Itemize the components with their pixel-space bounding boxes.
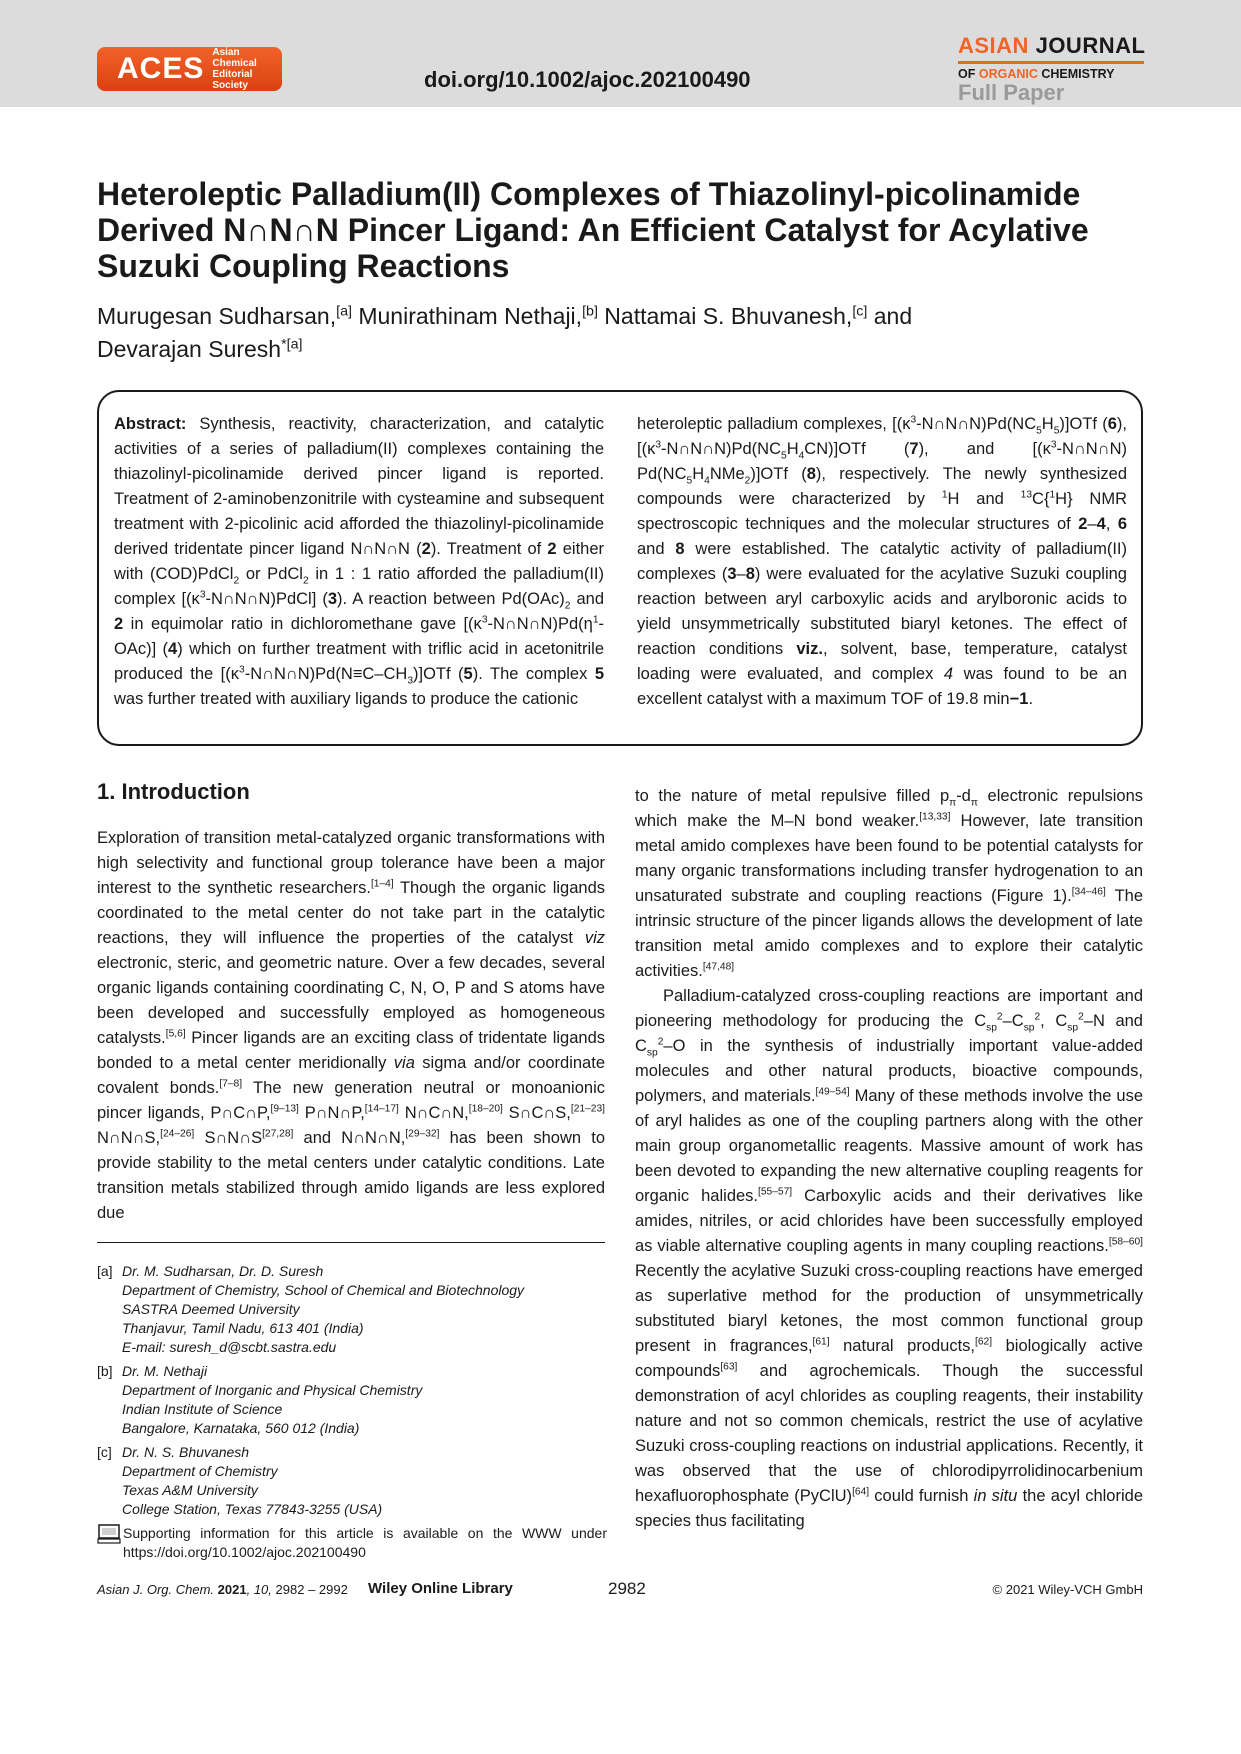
abstract-text: -N∩N∩N)Pd(NC <box>661 440 781 458</box>
abstract-text: and <box>570 590 604 608</box>
article-type: Full Paper <box>958 80 1065 105</box>
abstract-text: CN)]OTf ( <box>804 440 910 458</box>
subscript: 3 <box>407 675 413 687</box>
abstract-text: -N∩N∩N) Pd(NC <box>637 440 1127 483</box>
abstract-text: in 1 : 1 ratio afforded the palladium(II) complex [(κ <box>114 565 604 608</box>
title-line-2: Derived N∩N∩N Pincer Ligand: An Efficient Catalyst for Acylative <box>97 212 1089 248</box>
supporting-info <box>97 1524 607 1562</box>
author-name[interactable]: Nattamai S. Bhuvanesh, <box>604 303 853 329</box>
footnote-line: Bangalore, Karnataka, 560 012 (India) <box>122 1420 360 1436</box>
footnote-text <box>122 1362 422 1438</box>
footnote-line: Thanjavur, Tamil Nadu, 613 401 (India) <box>122 1320 364 1336</box>
body-text: has been shown to provide stability to the metal centers under catalytic conditions. Late transition metals stabilized through amido ligands are less explored due <box>97 1129 606 1222</box>
wiley-online-library-link[interactable]: Wiley Online Library <box>368 1580 513 1597</box>
footnote-line: Dr. M. Nethaji <box>122 1363 208 1379</box>
journal-word-journal: JOURNAL <box>1035 33 1146 58</box>
citation-ref[interactable]: [9–13] <box>270 1103 299 1115</box>
abstract-text: heteroleptic palladium complexes, [(κ <box>637 415 911 433</box>
body-text: Palladium-catalyzed cross-coupling reactions are important and pioneering methodology for producing the C <box>635 987 1143 1030</box>
abstract-text: -N∩N∩N)Pd(N≡C–CH <box>244 665 408 683</box>
body-text: N∩C∩N, <box>398 1104 469 1122</box>
abstract-text: ), [(κ <box>637 415 1128 458</box>
body-text: Exploration of transition metal-catalyzed organic transformations with high selectivity and functional group tolerance have been a major interest to the synthetic researchers. <box>97 829 605 897</box>
footer-year: 2021 <box>217 1582 247 1597</box>
abstract-text: ). Treatment of <box>430 540 548 558</box>
body-text: Pincer ligands are an exciting class of tridentate ligands bonded to a metal center meridionally <box>97 1029 605 1072</box>
footnote-label: [a] <box>97 1263 113 1279</box>
footnote-label: [c] <box>97 1444 112 1460</box>
compound-number: 2 <box>1078 515 1088 533</box>
compound-number: 8 <box>806 465 816 483</box>
citation-ref[interactable]: [49–54] <box>815 1086 850 1098</box>
abstract-text: -OAc)] ( <box>114 615 604 658</box>
author-affiliation: [b] <box>582 303 598 320</box>
citation-ref[interactable]: [63] <box>720 1361 738 1373</box>
citation-ref[interactable]: [27,28] <box>262 1128 294 1140</box>
subscript: sp <box>986 1022 997 1034</box>
abstract-text: H} NMR spectroscopic techniques and the molecular structures of <box>637 490 1127 533</box>
subscript: π <box>949 797 957 809</box>
author-name[interactable]: Murugesan Sudharsan, <box>97 303 337 329</box>
body-text: However, late transition metal amido complexes have been found to be potential catalysts for many organic transformations including transfer hydrogenation to an unsaturated substrate and coupling reactions (Figure 1). <box>635 812 1143 905</box>
author-name[interactable]: Devarajan Suresh <box>97 336 282 362</box>
body-text: sigma and/or coordinate covalent bonds. <box>97 1054 605 1097</box>
aces-logo-sub-2: Editorial Society <box>212 69 253 91</box>
affiliation-footnotes <box>97 1262 607 1562</box>
compound-number: 5 <box>463 665 473 683</box>
computer-icon <box>97 1524 121 1544</box>
body-text: Many of these methods involve the use of aryl halides as one of the coupling partners along with the other main group organometallic reagents. Massive amount of work has been devoted to expanding the new alternative coupling reagents for organic halides. <box>635 1087 1143 1205</box>
title-line-1: Heteroleptic Palladium(II) Complexes of Thiazolinyl-picolinamide <box>97 176 1081 212</box>
aces-logo[interactable] <box>97 47 282 91</box>
abstract-text: , solvent, base, temperature, catalyst loading were evaluated, and complex <box>637 640 1128 683</box>
superscript: 2 <box>1034 1011 1041 1023</box>
author-name[interactable]: Munirathinam Nethaji, <box>358 303 583 329</box>
aces-logo-main: ACES <box>117 52 205 85</box>
journal-title-line-1 <box>958 33 1144 59</box>
journal-word-of: OF <box>958 67 976 81</box>
footnote-text <box>122 1262 524 1357</box>
footer-volume: 10 <box>253 1582 269 1597</box>
subscript: sp <box>1023 1022 1035 1034</box>
citation-ref[interactable]: [64] <box>852 1486 870 1498</box>
footnote-divider <box>97 1242 605 1243</box>
journal-rule <box>958 61 1144 64</box>
superscript: 3 <box>199 589 206 601</box>
footnote-c <box>97 1443 607 1519</box>
superscript: 3 <box>655 439 662 451</box>
footnote-line: Dr. N. S. Bhuvanesh <box>122 1444 250 1460</box>
body-text: biologically active compounds <box>635 1337 1143 1380</box>
aces-logo-sub-1: Asian Chemical <box>212 47 257 69</box>
footnote-line: Department of Chemistry <box>122 1463 278 1479</box>
citation-ref[interactable]: [13,33] <box>919 811 951 823</box>
subscript: 5 <box>686 475 693 487</box>
body-text: and N∩N∩N, <box>293 1129 406 1147</box>
footer-citation: Asian J. Org. Chem. 2021, 10, 2982 – 2992 <box>97 1582 348 1597</box>
subscript: 2 <box>233 575 240 587</box>
citation-ref[interactable]: [14–17] <box>364 1103 399 1115</box>
body-text: Though the organic ligands coordinated to the metal center do not take part in the catalytic reactions, they will influence the properties of the catalyst <box>97 879 605 947</box>
copyright: © 2021 Wiley-VCH GmbH <box>992 1582 1143 1597</box>
footnote-line: SASTRA Deemed University <box>122 1301 300 1317</box>
abstract-text: was found to be an excellent catalyst with a maximum TOF of 19.8 min <box>637 665 1127 708</box>
abstract-right-column <box>637 412 1127 712</box>
footnote-email[interactable]: E-mail: suresh_d@scbt.sastra.edu <box>122 1339 337 1355</box>
citation-ref[interactable]: [62] <box>975 1336 993 1348</box>
compound-number: 4 <box>1096 515 1106 533</box>
abstract-text: NMe <box>709 465 745 483</box>
compound-number: 2 <box>421 540 431 558</box>
superscript: 2 <box>657 1036 664 1048</box>
citation-ref[interactable]: [21–23] <box>570 1103 605 1115</box>
author-conjunction: and <box>873 303 913 329</box>
intro-right-column <box>635 784 1143 1534</box>
subscript: 2 <box>744 475 751 487</box>
citation-ref[interactable]: [7–8] <box>219 1078 243 1090</box>
abstract-text: H <box>1041 415 1054 433</box>
subscript: π <box>970 797 978 809</box>
compound-number: 2 <box>547 540 557 558</box>
compound-number: 6 <box>1117 515 1128 533</box>
citation-ref[interactable]: [34–46] <box>1071 886 1106 898</box>
abstract-text: Synthesis, reactivity, characterization, and catalytic activities of a series of palladium(II) complexes containing the thiazolinyl-picolinamide derived pincer ligand is reported. Treatment of 2-aminobenzonitrile with cysteamine and subsequent treatment with 2-picolinic acid afforded the thiazolinyl-picolinamide derived tridentate pincer ligand N∩N∩N ( <box>114 415 604 558</box>
journal-title-line-2 <box>958 67 1144 81</box>
page-number: 2982 <box>608 1579 646 1598</box>
abstract-text: C{ <box>1032 490 1050 508</box>
compound-number: 6 <box>1107 415 1117 433</box>
journal-word-organic: ORGANIC <box>978 67 1038 81</box>
body-text: The new generation neutral or monoanionic pincer ligands, P∩C∩P, <box>97 1079 605 1122</box>
abstract-text: -N∩N∩N)Pd(η <box>487 615 593 633</box>
journal-word-chemistry: CHEMISTRY <box>1041 67 1115 81</box>
citation-ref[interactable]: [61] <box>812 1336 830 1348</box>
abstract-text: – <box>736 565 746 583</box>
citation-ref[interactable]: [5,6] <box>165 1028 186 1040</box>
superscript: 2 <box>1078 1011 1084 1023</box>
italic-text: via <box>393 1054 415 1072</box>
body-text: –O in the synthesis of industrially important value-added molecules and other natural products, bioactive compounds, polymers, and materials. <box>635 1037 1143 1105</box>
journal-logo <box>958 33 1144 105</box>
superscript: 3 <box>239 664 245 676</box>
abstract-text: . <box>1028 690 1034 708</box>
body-text: –N and C <box>635 1012 1143 1055</box>
body-text: , C <box>1040 1012 1068 1030</box>
abstract-text: ) were evaluated for the acylative Suzuki coupling reaction between aryl carboxylic acids and arylboronic acids to yield unsymmetrically substituted biaryl ketones. The effect of reaction conditions <box>637 565 1127 658</box>
superscript: 2 <box>996 1011 1003 1023</box>
subscript: 2 <box>302 575 309 587</box>
superscript: 3 <box>1050 439 1057 451</box>
body-text: electronic repulsions which make the M–N bond weaker. <box>635 787 1143 830</box>
citation-ref[interactable]: [29–32] <box>405 1128 440 1140</box>
citation-ref[interactable]: [1–4] <box>370 878 394 890</box>
abstract-text: ) which on further treatment with triflic acid in acetonitrile produced the [(κ <box>114 640 604 683</box>
abstract-text: H and <box>947 490 1021 508</box>
abstract-label: Abstract: <box>114 415 187 433</box>
abstract-box <box>97 390 1143 746</box>
subscript: 4 <box>798 450 805 462</box>
compound-number: 4 <box>168 640 178 658</box>
superscript: 13 <box>1020 489 1033 501</box>
section-heading-introduction: 1. Introduction <box>97 779 250 804</box>
footnote-a <box>97 1262 607 1357</box>
abstract-text: – <box>1087 515 1097 533</box>
body-text: –C <box>1002 1012 1024 1030</box>
superscript: 3 <box>910 414 917 426</box>
footnote-line: Indian Institute of Science <box>122 1401 283 1417</box>
subscript: sp <box>646 1047 658 1059</box>
abstract-text: or PdCl <box>239 565 303 583</box>
abstract-text: -N∩N∩N)Pd(NC <box>916 415 1037 433</box>
abstract-text: )]OTf ( <box>1059 415 1108 433</box>
footnote-text <box>122 1443 382 1519</box>
compound-number: 3 <box>727 565 737 583</box>
journal-word-asian: ASIAN <box>958 33 1029 58</box>
body-text: S∩N∩S <box>194 1129 263 1147</box>
subscript: 5 <box>1053 425 1060 437</box>
author-affiliation: *[a] <box>281 336 303 353</box>
body-text: -d <box>956 787 971 805</box>
abstract-left-column <box>114 412 604 712</box>
body-text: Carboxylic acids and their derivatives like amides, nitriles, or acid chlorides have been successfully employed as viable alternative coupling agents in many coupling reactions. <box>635 1187 1143 1255</box>
citation-ref[interactable]: [24–26] <box>160 1128 195 1140</box>
superscript: 1 <box>941 489 948 501</box>
body-text: S∩C∩S, <box>502 1104 571 1122</box>
body-text: P∩N∩P, <box>298 1104 365 1122</box>
author-affiliation: [c] <box>852 303 868 320</box>
italic-text: 4 <box>943 665 954 683</box>
abstract-text: -N∩N∩N)PdCl] ( <box>205 590 328 608</box>
abstract-text: , <box>1105 515 1118 533</box>
paragraph <box>635 784 1143 984</box>
compound-number: 3 <box>327 590 338 608</box>
abstract-text: ). A reaction between Pd(OAc) <box>337 590 565 608</box>
compound-number: 8 <box>745 565 755 583</box>
body-text: N∩N∩S, <box>97 1129 161 1147</box>
body-text: and agrochemicals. Though the successful demonstration of acyl chlorides as coupling reagents, their instability nature and not so common chemicals, restrict the use of acylative Suzuki cross-coupling reactions on industrial applications. Recently, it was observed that the use of chlorodipyrrolidinocarbenium hexafluorophosphate (PyClU) <box>635 1362 1143 1505</box>
doi-link[interactable]: doi.org/10.1002/ajoc.202100490 <box>424 67 751 92</box>
body-text: electronic, steric, and geometric nature. Over a few decades, several organic ligands containing coordinating C, N, O, P and S atoms have been developed and successfully employed as homogeneous catalysts. <box>97 954 605 1047</box>
superscript: 3 <box>481 614 488 626</box>
footnote-line: College Station, Texas 77843-3255 (USA) <box>122 1501 383 1517</box>
abstract-text: ), and [(κ <box>918 440 1051 458</box>
body-text: could furnish <box>869 1487 974 1505</box>
abstract-text: ), respectively. The newly synthesized compounds were characterized by <box>637 465 1128 508</box>
footnote-b <box>97 1362 607 1438</box>
body-text: Recently the acylative Suzuki cross-coupling reactions have emerged as superlative method for the production of unsymmetrically substituted biaryl ketones, the most common functional group present in fragrances, <box>635 1262 1143 1355</box>
supporting-info-text[interactable]: Supporting information for this article is available on the WWW under https://doi.org/10.1002/ajoc.202100490 <box>123 1525 607 1560</box>
citation-ref[interactable]: [18–20] <box>468 1103 503 1115</box>
abstract-text: ). The complex <box>472 665 595 683</box>
body-text: The intrinsic structure of the pincer ligands allows the development of late transition metal amido complexes and to explore their catalytic activities. <box>635 887 1143 980</box>
abstract-text: )]OTf ( <box>750 465 807 483</box>
abstract-text: was further treated with auxiliary ligands to produce the cationic <box>114 690 579 708</box>
footer-journal: Asian J. Org. Chem. <box>97 1582 215 1597</box>
subscript: 5 <box>1036 425 1042 437</box>
footnote-line: Department of Chemistry, School of Chemical and Biotechnology <box>122 1282 525 1298</box>
subscript: 2 <box>564 600 571 612</box>
subscript: 4 <box>704 475 710 487</box>
citation-ref[interactable]: [55–57] <box>758 1186 793 1198</box>
intro-left-column <box>97 826 605 1226</box>
footnote-line: Department of Inorganic and Physical Chemistry <box>122 1382 423 1398</box>
superscript: 1 <box>1049 489 1056 501</box>
compound-number: 7 <box>909 440 919 458</box>
body-text: the acyl chloride species thus facilitating <box>635 1487 1143 1530</box>
footnote-line: Dr. M. Sudharsan, Dr. D. Suresh <box>122 1263 324 1279</box>
paragraph <box>635 984 1143 1534</box>
abstract-text: H <box>692 465 705 483</box>
paper-title <box>97 176 1157 284</box>
superscript: 1 <box>592 614 599 626</box>
subscript: sp <box>1067 1022 1079 1034</box>
compound-number: 8 <box>675 540 685 558</box>
abstract-text: and <box>637 540 676 558</box>
citation-ref[interactable]: [47,48] <box>702 961 735 973</box>
author-affiliation: [a] <box>336 303 352 320</box>
abstract-text: were established. The catalytic activity of palladium(II) complexes ( <box>637 540 1127 583</box>
compound-number: viz. <box>796 640 823 658</box>
aces-logo-sub <box>212 47 282 91</box>
footer-pages: 2982 – 2992 <box>275 1582 348 1597</box>
body-text: natural products, <box>829 1337 976 1355</box>
compound-number: 2 <box>114 615 124 633</box>
abstract-text: )]OTf ( <box>413 665 464 683</box>
italic-text: viz <box>584 929 605 947</box>
subscript: 5 <box>781 450 787 462</box>
abstract-text: either with (COD)PdCl <box>114 540 605 583</box>
citation-ref[interactable]: [58–60] <box>1108 1236 1143 1248</box>
footnote-label: [b] <box>97 1363 113 1379</box>
title-line-3: Suzuki Coupling Reactions <box>97 248 510 284</box>
compound-number: 5 <box>594 665 604 683</box>
footnote-line: Texas A&M University <box>122 1482 258 1498</box>
author-list <box>97 300 1157 366</box>
compound-number: −1 <box>1009 690 1029 708</box>
abstract-text: H <box>786 440 799 458</box>
body-text: to the nature of metal repulsive filled p <box>635 787 950 805</box>
abstract-text: in equimolar ratio in dichloromethane gave [(κ <box>123 615 482 633</box>
italic-text: in situ <box>973 1487 1018 1505</box>
